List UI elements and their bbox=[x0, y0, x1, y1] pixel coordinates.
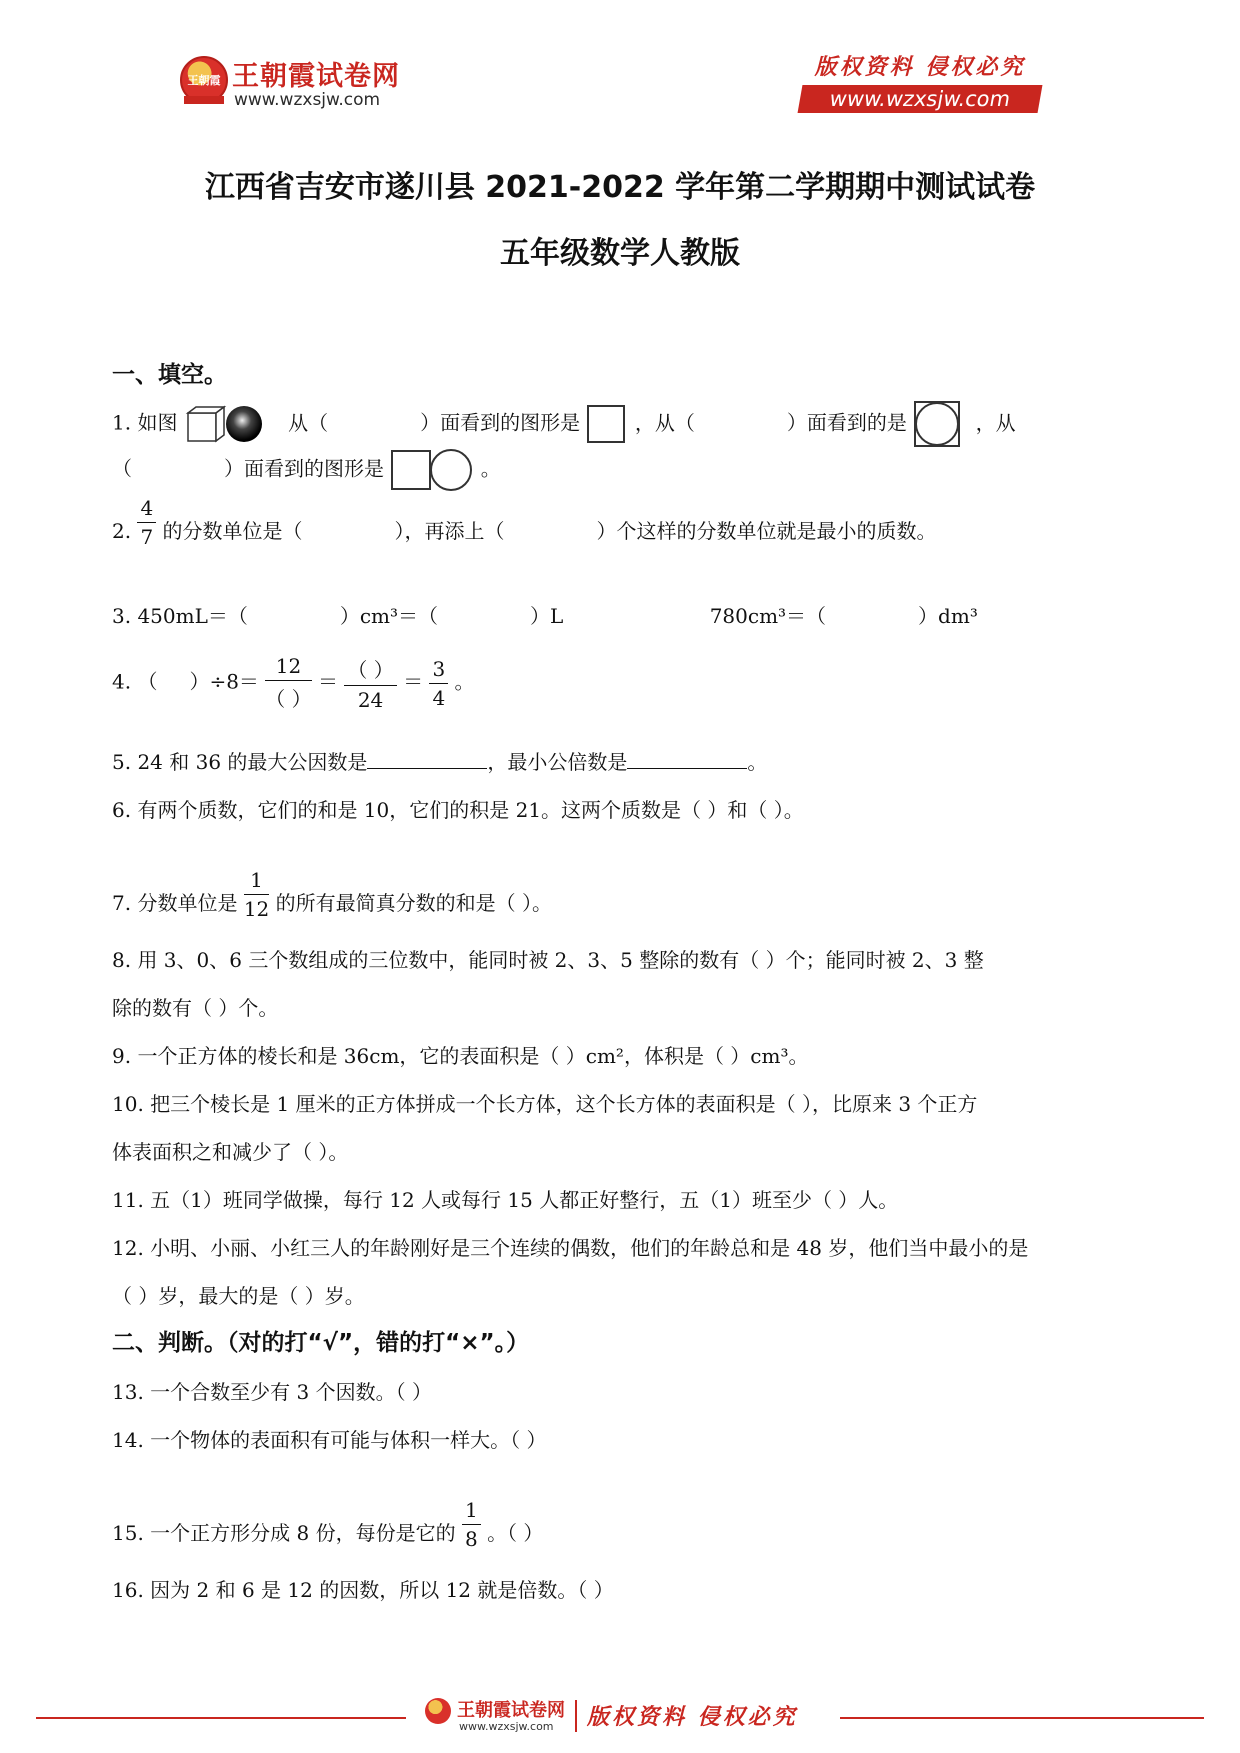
copyright-text: 版权资料 侵权必究 bbox=[814, 54, 1026, 80]
logo-url: www.wzxsjw.com bbox=[234, 90, 381, 110]
question-12: 12. 小明、小丽、小红三人的年龄刚好是三个连续的偶数，他们的年龄总和是 48 岁，他们当中最小的是 bbox=[112, 1236, 1029, 1260]
fraction-3-4: $\frac{3}{4}$ bbox=[429, 657, 448, 710]
footer-rule-right bbox=[840, 1717, 1204, 1719]
copyright-banner bbox=[800, 50, 1040, 113]
square-and-circle-icon bbox=[390, 448, 474, 492]
site-logo bbox=[180, 52, 410, 114]
fraction-12-blank: $\frac{12}{( )}$ bbox=[265, 654, 312, 711]
question-16: 16. 因为 2 和 6 是 12 的因数，所以 12 就是倍数。（ ） bbox=[112, 1578, 614, 1602]
fraction-4-7: $\frac{4}{7}$ bbox=[137, 496, 156, 549]
footer-logo-name: 王朝霞试卷网 bbox=[457, 1700, 565, 1721]
footer-separator bbox=[575, 1700, 577, 1732]
footer-logo bbox=[425, 1696, 825, 1740]
logo-badge-icon: 王朝霞 bbox=[180, 56, 228, 104]
circle-in-square-icon bbox=[913, 400, 961, 448]
square-view-icon bbox=[587, 405, 625, 443]
cube-and-sphere-icon bbox=[184, 403, 264, 445]
section-heading-fill-blank: 一、填空。 bbox=[112, 362, 227, 388]
question-8: 8. 用 3、0、6 三个数组成的三位数中，能同时被 2、3、5 整除的数有（ ）个；能同时被 2、3 整 bbox=[112, 948, 984, 972]
question-2: 2. $\frac{4}{7}$ 的分数单位是（ ），再添上（ ）个这样的分数单位就是最小的质数。 bbox=[112, 496, 937, 549]
question-6: 6. 有两个质数，它们的和是 10，它们的积是 21。这两个质数是（ ）和（ ）。 bbox=[112, 798, 804, 822]
question-7: 7. 分数单位是 $\frac{1}{12}$ 的所有最简真分数的和是（ ）。 bbox=[112, 868, 552, 921]
logo-name: 王朝霞试卷网 bbox=[232, 61, 400, 92]
question-11: 11. 五（1）班同学做操，每行 12 人或每行 15 人都正好整行，五（1）班至少（ ）人。 bbox=[112, 1188, 899, 1212]
footer-rule-left bbox=[36, 1717, 406, 1719]
fraction-1-8: $\frac{1}{8}$ bbox=[462, 1498, 481, 1551]
footer-logo-url: www.wzxsjw.com bbox=[459, 1720, 554, 1733]
question-10: 10. 把三个棱长是 1 厘米的正方体拼成一个长方体，这个长方体的表面积是（ ），比原来 3 个正方 bbox=[112, 1092, 978, 1116]
footer-badge-icon bbox=[425, 1698, 451, 1724]
section-heading-true-false: 二、判断。（对的打“√”，错的打“×”。） bbox=[112, 1330, 530, 1356]
question-8-cont: 除的数有（ ）个。 bbox=[112, 996, 279, 1020]
answer-underline bbox=[627, 750, 747, 769]
page-subtitle: 五年级数学人教版 bbox=[500, 236, 740, 271]
question-9: 9. 一个正方体的棱长和是 36cm，它的表面积是（ ）cm²，体积是（ ）cm³。 bbox=[112, 1044, 809, 1068]
question-3: 3. 450mL＝（ ）cm³＝（ ）L 780cm³＝（ ）dm³ bbox=[112, 604, 978, 628]
fraction-blank-24: $\frac{( )}{24}$ bbox=[344, 654, 396, 712]
question-15: 15. 一个正方形分成 8 份，每份是它的 $\frac{1}{8}$ 。（ ） bbox=[112, 1498, 544, 1551]
answer-underline bbox=[367, 750, 487, 769]
question-12-cont: （ ）岁，最大的是（ ）岁。 bbox=[112, 1284, 365, 1308]
question-1: 1. 如图 从（ ）面看到的图形是 ，从（ ）面看到的是 ，从 bbox=[112, 400, 1016, 448]
question-5: 5. 24 和 36 的最大公因数是 ，最小公倍数是 。 bbox=[112, 750, 768, 774]
page-title: 江西省吉安市遂川县 2021-2022 学年第二学期期中测试试卷 bbox=[204, 170, 1036, 205]
question-10-cont: 体表面积之和减少了（ ）。 bbox=[112, 1140, 349, 1164]
question-14: 14. 一个物体的表面积有可能与体积一样大。（ ） bbox=[112, 1428, 547, 1452]
question-1-cont: （ ）面看到的图形是 。 bbox=[112, 448, 501, 492]
question-4: 4. （ ）÷8＝ $\frac{12}{( )}$ ＝ $\frac{( )}{24}$ ＝ $\frac{3}{4}$ 。 bbox=[112, 654, 475, 712]
footer-copyright: 版权资料 侵权必究 bbox=[587, 1704, 798, 1730]
copyright-url: www.wzxsjw.com bbox=[798, 85, 1043, 113]
fraction-1-12: $\frac{1}{12}$ bbox=[243, 868, 270, 921]
logo-ribbon bbox=[184, 96, 224, 104]
question-13: 13. 一个合数至少有 3 个因数。（ ） bbox=[112, 1380, 432, 1404]
